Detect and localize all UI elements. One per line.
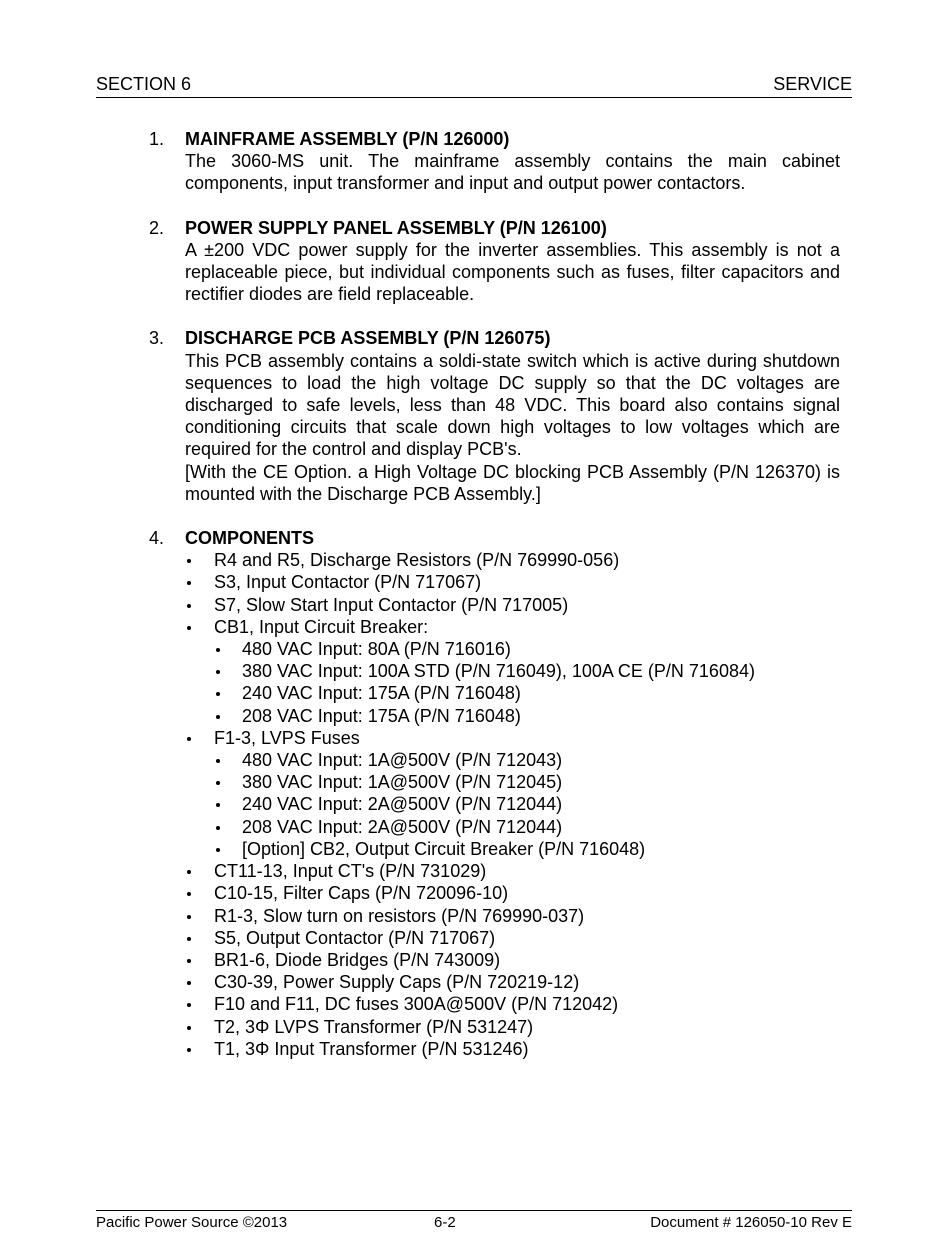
bullet-icon [187,915,191,919]
footer-document-number: Document # 126050-10 Rev E [650,1214,852,1231]
section-number: 4. [149,528,165,549]
section-mainframe [0,128,950,195]
section-title: POWER SUPPLY PANEL ASSEMBLY (P/N 126100) [185,217,607,238]
section-components [0,527,950,1060]
list-item: F10 and F11, DC fuses 300A@500V (P/N 712042) [185,993,840,1015]
bullet-icon [216,648,220,652]
list-item: S7, Slow Start Input Contactor (P/N 717005) [185,594,840,616]
list-item: CB1, Input Circuit Breaker: 480 VAC Input: 80A (P/N 716016) 380 VAC Input: 100A STD (P/N 716049), 100A CE (P/N 716084) 240 VAC Input: 175A (P/N 716048) 208 VAC Input: 175A (P/N 716048) [185,616,840,727]
bullet-icon [187,892,191,896]
bullet-icon [187,604,191,608]
bullet-icon [187,581,191,585]
section-paragraph: A ±200 VDC power supply for the inverter assemblies. This assembly is not a replaceable piece, but individual components such as fuses, filter capacitors and rectifier diodes are field replaceable. [185,239,840,305]
footer-page-number: 6-2 [434,1214,456,1231]
bullet-icon [187,870,191,874]
section-discharge-pcb [0,327,950,505]
section-number: 1. [149,129,165,149]
list-item: S3, Input Contactor (P/N 717067) [185,571,840,593]
sub-list-item: 208 VAC Input: 175A (P/N 716048) [214,705,840,727]
bullet-icon [216,759,220,763]
sub-list-item: 240 VAC Input: 2A@500V (P/N 712044) [214,793,840,815]
bullet-icon [187,981,191,985]
sub-list [214,638,840,727]
section-paragraph: This PCB assembly contains a soldi-state switch which is active during shutdown sequences to load the high voltage DC supply so that the DC voltages are discharged to safe levels, less than 48 VDC. This board also contains signal conditioning circuits that scale down high voltages to low voltages which are required for the control and display PCB's. [185,350,840,460]
list-item: CT11-13, Input CT's (P/N 731029) [185,860,840,882]
bullet-icon [216,848,220,852]
document-body [0,128,950,1082]
list-item: C10-15, Filter Caps (P/N 720096-10) [185,882,840,904]
bullet-icon [216,826,220,830]
list-item: R1-3, Slow turn on resistors (P/N 769990-037) [185,905,840,927]
components-list [185,549,840,1060]
bullet-icon [187,937,191,941]
bullet-icon [216,803,220,807]
list-item: S5, Output Contactor (P/N 717067) [185,927,840,949]
bullet-icon [216,781,220,785]
sub-list [214,749,840,860]
sub-list-item: 480 VAC Input: 80A (P/N 716016) [214,638,840,660]
bullet-icon [187,1048,191,1052]
section-paragraph: [With the CE Option. a High Voltage DC blocking PCB Assembly (P/N 126370) is mounted with the Discharge PCB Assembly.] [185,461,840,504]
bullet-icon [187,1003,191,1007]
bullet-icon [187,1026,191,1030]
sub-list-item: 380 VAC Input: 100A STD (P/N 716049), 100A CE (P/N 716084) [214,660,840,682]
list-item: C30-39, Power Supply Caps (P/N 720219-12) [185,971,840,993]
section-paragraph: The 3060-MS unit. The mainframe assembly contains the main cabinet components, input transformer and input and output power contactors. [185,151,840,194]
bullet-icon [216,715,220,719]
list-item: T1, 3Φ Input Transformer (P/N 531246) [185,1038,840,1060]
page-header [96,72,852,98]
section-number: 2. [149,217,165,238]
bullet-icon [216,692,220,696]
bullet-icon [187,626,191,630]
sub-list-item: 208 VAC Input: 2A@500V (P/N 712044) [214,816,840,838]
section-title: COMPONENTS [185,528,315,549]
footer-company: Pacific Power Source ©2013 [96,1214,288,1231]
section-title: DISCHARGE PCB ASSEMBLY (P/N 126075) [185,328,551,349]
sub-list-item: 380 VAC Input: 1A@500V (P/N 712045) [214,771,840,793]
bullet-icon [187,737,191,741]
list-item: T2, 3Φ LVPS Transformer (P/N 531247) [185,1016,840,1038]
sub-list-item: 480 VAC Input: 1A@500V (P/N 712043) [214,749,840,771]
list-item: BR1-6, Diode Bridges (P/N 743009) [185,949,840,971]
header-title: SERVICE [773,74,852,94]
section-title: MAINFRAME ASSEMBLY (P/N 126000) [185,129,510,149]
list-item: F1-3, LVPS Fuses 480 VAC Input: 1A@500V (P/N 712043) 380 VAC Input: 1A@500V (P/N 712045) 240 VAC Input: 2A@500V (P/N 712044) 208 VAC Input: 2A@500V (P/N 712044) [Option] CB2, Output Circuit Breaker (P/N 716048) [185,727,840,860]
section-number: 3. [149,328,165,349]
sub-list-item: [Option] CB2, Output Circuit Breaker (P/N 716048) [214,838,840,860]
bullet-icon [216,670,220,674]
page-footer [96,1210,852,1235]
list-item: R4 and R5, Discharge Resistors (P/N 769990-056) [185,549,840,571]
bullet-icon [187,559,191,563]
sub-list-item: 240 VAC Input: 175A (P/N 716048) [214,682,840,704]
section-power-supply [0,217,950,306]
header-section: SECTION 6 [96,74,192,94]
bullet-icon [187,959,191,963]
